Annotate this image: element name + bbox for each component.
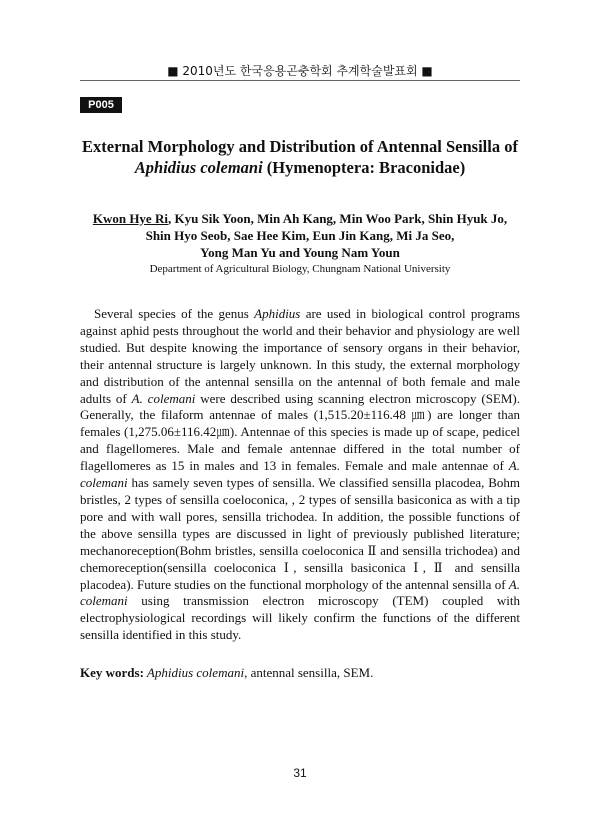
keywords-species: Aphidius colemani [143, 665, 245, 680]
keywords [80, 664, 520, 681]
keywords-rest: , antennal sensilla, SEM. [244, 665, 374, 680]
presenting-author: Kwon Hye Ri [92, 211, 168, 226]
abstract-italic-3: A. colemani [80, 458, 520, 491]
abstract-italic-1: Aphidius [254, 306, 301, 321]
header-rule [80, 80, 520, 81]
title-suffix: (Hymenoptera: Braconidae) [262, 158, 466, 177]
abstract-italic-4: A. colemani [80, 576, 520, 609]
abstract-text-4: has samely seven types of sensilla. We classified sensilla placodea, Bohm bristles, 2 types of sensilla coeloconica, , 2 types of sensilla basiconica as with a tip pore and with wall pores, sensilla trichodea. In addition, the possible functions of the above sensilla types are discussed in light of previously published literature; mechanoreception(Bohm bristles, sensilla coeloconica Ⅱ and sensilla trichodea) and chemoreception(sensilla coeloconica Ⅰ, sensilla basiconica Ⅰ, Ⅱ and sensilla placodea). Future studies on the functional morphology of the antennal sensilla of [80, 475, 520, 592]
abstract-text-3: were described using scanning electron microscopy (SEM). Generally, the filaform antennae of males (1,515.20±116.48 ㎛) are longer than females (1,275.06±116.42㎛). Antennae of this species is made up of scape, pedicel and flagellomeres. Male and female antennae differed in the total number of flagellomeres as 15 in males and 13 in females. Female and male antennae of [80, 390, 521, 474]
abstract-text-5: using transmission electron microscopy (TEM) coupled with electrophysiological recordings will likely confirm the functions of the different sensilla identified in this study. [80, 593, 520, 643]
abstract-italic-2: A. colemani [131, 390, 196, 406]
running-header: ■ 2010년도 한국응용곤충학회 추계학술발표회 ■ [167, 64, 433, 78]
authors-line-3: Yong Man Yu and Young Nam Youn [200, 245, 400, 260]
title-line-1: External Morphology and Distribution of Antennal Sensilla of [82, 137, 518, 156]
keywords-label: Key words: [80, 665, 144, 680]
affiliation: Department of Agricultural Biology, Chungnam National University [149, 263, 451, 275]
title-line-2 [70, 157, 530, 178]
authors-line-1 [70, 210, 530, 227]
page-number: 31 [293, 766, 307, 780]
abstract-text-1: Several species of the genus [94, 306, 255, 321]
co-authors-1: , Kyu Sik Yoon, Min Ah Kang, Min Woo Park, Shin Hyuk Jo, [167, 211, 508, 226]
authors-line-2: Shin Hyo Seob, Sae Hee Kim, Eun Jin Kang, Mi Ja Seo, [145, 228, 455, 243]
abstract-text-2: are used in biological control programs against aphid pests throughout the world and their behavior and physiology are well studied. But despite knowing the importance of sensory organs in their behavior, their antennal structure is largely unknown. In this study, the external morphology and distribution of the antennal sensilla on the antennal of both female and male adults of [80, 306, 520, 406]
abstract-body [80, 306, 520, 644]
paper-title [70, 136, 530, 178]
species-name: Aphidius colemani [134, 158, 263, 177]
poster-id-badge: P005 [80, 97, 122, 113]
author-list [70, 210, 530, 261]
